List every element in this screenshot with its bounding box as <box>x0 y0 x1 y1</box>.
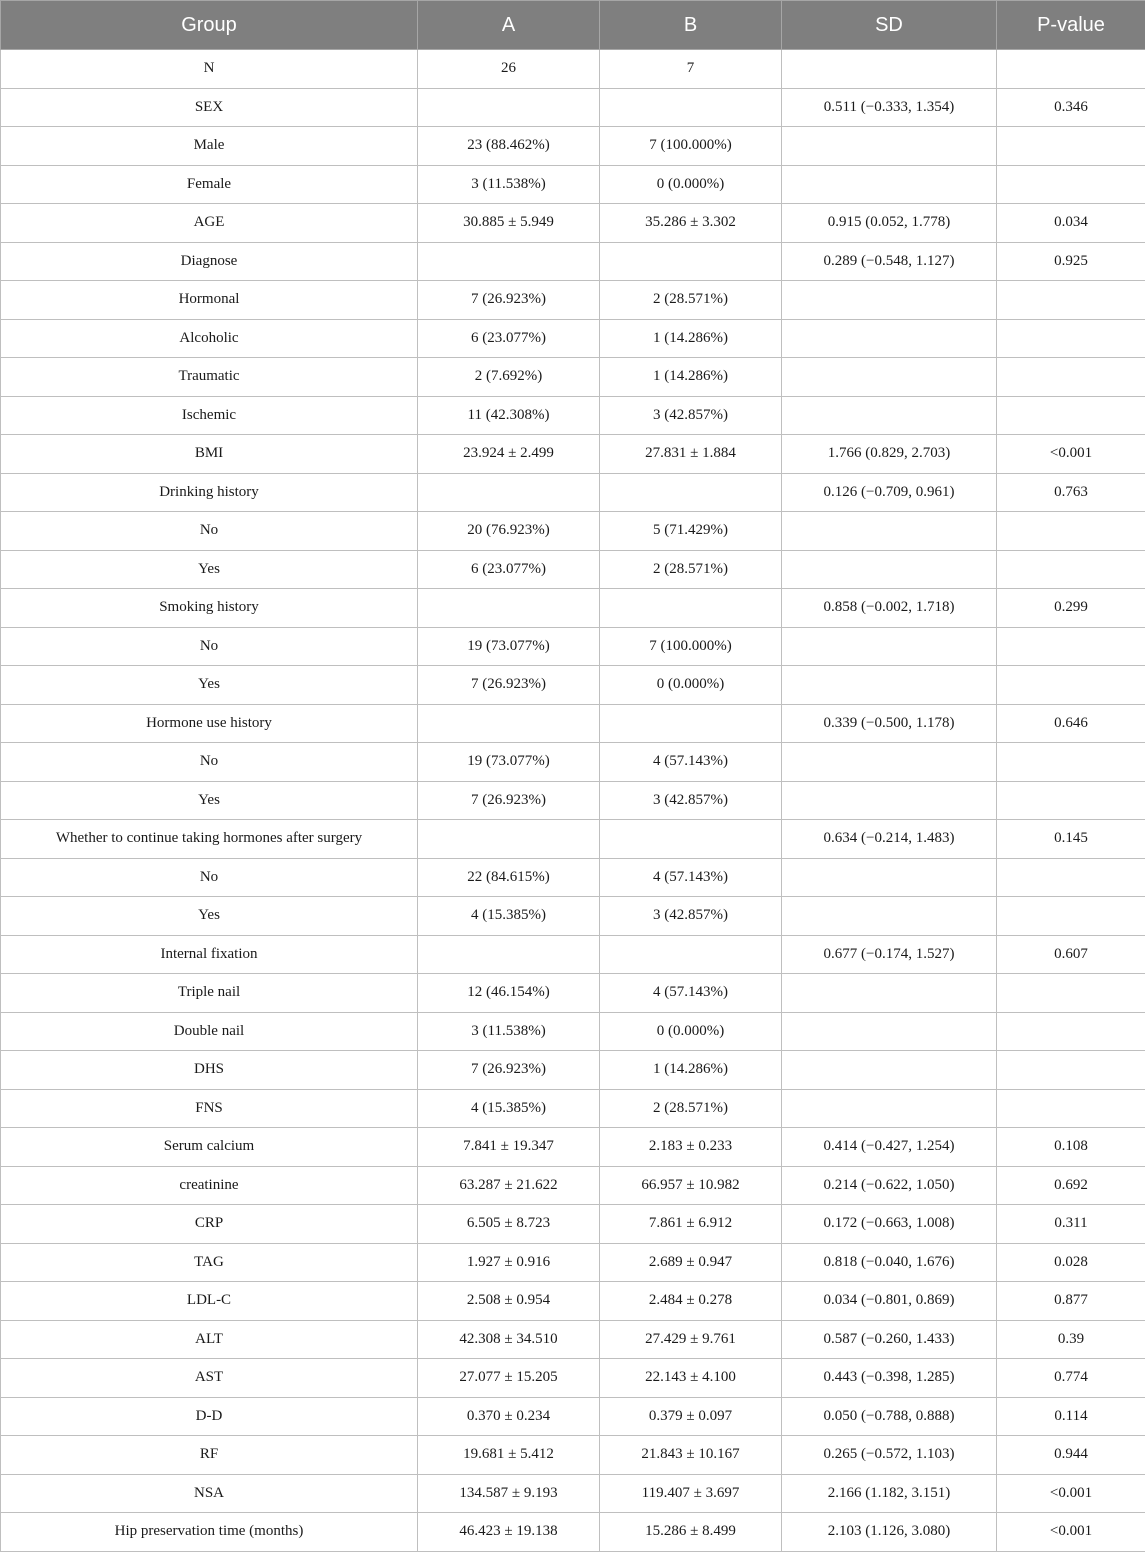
cell-group: CRP <box>1 1205 418 1244</box>
cell-p-value: <0.001 <box>997 435 1145 474</box>
cell-p-value: <0.001 <box>997 1474 1145 1513</box>
cell-b: 2 (28.571%) <box>600 550 782 589</box>
cell-p-value: 0.028 <box>997 1243 1145 1282</box>
cell-a <box>418 935 600 974</box>
cell-p-value <box>997 1012 1145 1051</box>
cell-sd <box>782 858 997 897</box>
cell-b: 27.831 ± 1.884 <box>600 435 782 474</box>
table-row <box>1 1359 1145 1398</box>
cell-group: Whether to continue taking hormones after surgery <box>1 820 418 859</box>
cell-b: 4 (57.143%) <box>600 858 782 897</box>
cell-sd: 0.414 (−0.427, 1.254) <box>782 1128 997 1167</box>
cell-group: Hip preservation time (months) <box>1 1513 418 1552</box>
cell-a <box>418 589 600 628</box>
table-row <box>1 127 1145 166</box>
table-row <box>1 1436 1145 1475</box>
cell-b <box>600 589 782 628</box>
cell-group: Smoking history <box>1 589 418 628</box>
header-a: A <box>418 1 600 50</box>
header-group: Group <box>1 1 418 50</box>
cell-p-value <box>997 358 1145 397</box>
cell-b: 2 (28.571%) <box>600 281 782 320</box>
cell-group: Internal fixation <box>1 935 418 974</box>
cell-sd <box>782 127 997 166</box>
cell-a: 46.423 ± 19.138 <box>418 1513 600 1552</box>
table-row <box>1 281 1145 320</box>
cell-b: 7 (100.000%) <box>600 627 782 666</box>
cell-sd <box>782 512 997 551</box>
cell-a: 42.308 ± 34.510 <box>418 1320 600 1359</box>
cell-sd: 2.166 (1.182, 3.151) <box>782 1474 997 1513</box>
cell-p-value <box>997 781 1145 820</box>
cell-p-value <box>997 627 1145 666</box>
cell-p-value: 0.114 <box>997 1397 1145 1436</box>
cell-b: 7.861 ± 6.912 <box>600 1205 782 1244</box>
cell-group: RF <box>1 1436 418 1475</box>
table-row <box>1 88 1145 127</box>
cell-group: ALT <box>1 1320 418 1359</box>
cell-b: 2.183 ± 0.233 <box>600 1128 782 1167</box>
table-row <box>1 242 1145 281</box>
cell-p-value <box>997 127 1145 166</box>
cell-sd: 2.103 (1.126, 3.080) <box>782 1513 997 1552</box>
cell-group: D-D <box>1 1397 418 1436</box>
table-row <box>1 1282 1145 1321</box>
table-row <box>1 50 1145 89</box>
cell-p-value <box>997 281 1145 320</box>
table-row <box>1 897 1145 936</box>
cell-a: 134.587 ± 9.193 <box>418 1474 600 1513</box>
cell-b <box>600 88 782 127</box>
cell-sd <box>782 50 997 89</box>
cell-b: 66.957 ± 10.982 <box>600 1166 782 1205</box>
cell-sd <box>782 627 997 666</box>
cell-p-value: 0.763 <box>997 473 1145 512</box>
cell-group: Hormonal <box>1 281 418 320</box>
cell-p-value: 0.145 <box>997 820 1145 859</box>
cell-sd: 0.858 (−0.002, 1.718) <box>782 589 997 628</box>
cell-b: 21.843 ± 10.167 <box>600 1436 782 1475</box>
cell-sd: 0.339 (−0.500, 1.178) <box>782 704 997 743</box>
cell-b: 2.689 ± 0.947 <box>600 1243 782 1282</box>
cell-sd: 0.050 (−0.788, 0.888) <box>782 1397 997 1436</box>
cell-a: 19 (73.077%) <box>418 627 600 666</box>
cell-p-value <box>997 50 1145 89</box>
cell-a: 27.077 ± 15.205 <box>418 1359 600 1398</box>
cell-a: 4 (15.385%) <box>418 897 600 936</box>
table-row <box>1 1513 1145 1552</box>
cell-b <box>600 704 782 743</box>
cell-group: Yes <box>1 666 418 705</box>
cell-p-value: 0.646 <box>997 704 1145 743</box>
table-row <box>1 1320 1145 1359</box>
cell-b <box>600 242 782 281</box>
cell-sd <box>782 1012 997 1051</box>
cell-p-value <box>997 1089 1145 1128</box>
cell-a: 22 (84.615%) <box>418 858 600 897</box>
cell-group: No <box>1 743 418 782</box>
table-body <box>1 50 1145 1552</box>
cell-p-value <box>997 550 1145 589</box>
cell-b: 15.286 ± 8.499 <box>600 1513 782 1552</box>
cell-group: Traumatic <box>1 358 418 397</box>
cell-group: Male <box>1 127 418 166</box>
table-row <box>1 396 1145 435</box>
table-row <box>1 1128 1145 1167</box>
cell-b: 3 (42.857%) <box>600 781 782 820</box>
cell-b: 35.286 ± 3.302 <box>600 204 782 243</box>
cell-sd: 0.818 (−0.040, 1.676) <box>782 1243 997 1282</box>
cell-group: NSA <box>1 1474 418 1513</box>
cell-sd: 0.034 (−0.801, 0.869) <box>782 1282 997 1321</box>
cell-group: Serum calcium <box>1 1128 418 1167</box>
cell-b: 5 (71.429%) <box>600 512 782 551</box>
table-row <box>1 589 1145 628</box>
cell-sd: 0.634 (−0.214, 1.483) <box>782 820 997 859</box>
cell-sd: 0.289 (−0.548, 1.127) <box>782 242 997 281</box>
cell-p-value: 0.346 <box>997 88 1145 127</box>
cell-group: No <box>1 858 418 897</box>
cell-b: 4 (57.143%) <box>600 974 782 1013</box>
cell-group: Yes <box>1 897 418 936</box>
cell-p-value <box>997 512 1145 551</box>
cell-a: 0.370 ± 0.234 <box>418 1397 600 1436</box>
cell-sd: 0.214 (−0.622, 1.050) <box>782 1166 997 1205</box>
table-row <box>1 704 1145 743</box>
cell-a <box>418 704 600 743</box>
cell-group: Double nail <box>1 1012 418 1051</box>
cell-a: 30.885 ± 5.949 <box>418 204 600 243</box>
cell-a: 7 (26.923%) <box>418 781 600 820</box>
cell-a: 19 (73.077%) <box>418 743 600 782</box>
cell-p-value: 0.877 <box>997 1282 1145 1321</box>
table-row <box>1 974 1145 1013</box>
cell-a: 3 (11.538%) <box>418 1012 600 1051</box>
cell-p-value: 0.39 <box>997 1320 1145 1359</box>
cell-group: creatinine <box>1 1166 418 1205</box>
cell-p-value <box>997 319 1145 358</box>
cell-b: 27.429 ± 9.761 <box>600 1320 782 1359</box>
cell-sd <box>782 165 997 204</box>
cell-sd <box>782 358 997 397</box>
cell-sd: 1.766 (0.829, 2.703) <box>782 435 997 474</box>
table-row <box>1 550 1145 589</box>
cell-p-value <box>997 666 1145 705</box>
cell-a: 7 (26.923%) <box>418 281 600 320</box>
cell-b: 7 (100.000%) <box>600 127 782 166</box>
cell-b <box>600 820 782 859</box>
table-row <box>1 1051 1145 1090</box>
cell-group: No <box>1 627 418 666</box>
table-row <box>1 512 1145 551</box>
cell-b: 0 (0.000%) <box>600 165 782 204</box>
table-row <box>1 1012 1145 1051</box>
cell-p-value <box>997 897 1145 936</box>
cell-b: 0 (0.000%) <box>600 1012 782 1051</box>
table-row <box>1 627 1145 666</box>
table-row <box>1 781 1145 820</box>
table-row <box>1 473 1145 512</box>
cell-a <box>418 242 600 281</box>
cell-b: 1 (14.286%) <box>600 319 782 358</box>
cell-a: 6 (23.077%) <box>418 550 600 589</box>
cell-group: FNS <box>1 1089 418 1128</box>
cell-sd <box>782 666 997 705</box>
cell-group: Ischemic <box>1 396 418 435</box>
cell-group: Triple nail <box>1 974 418 1013</box>
cell-a: 11 (42.308%) <box>418 396 600 435</box>
cell-a: 12 (46.154%) <box>418 974 600 1013</box>
cell-group: TAG <box>1 1243 418 1282</box>
cell-sd: 0.126 (−0.709, 0.961) <box>782 473 997 512</box>
header-row <box>1 1 1145 50</box>
cell-p-value <box>997 858 1145 897</box>
cell-group: N <box>1 50 418 89</box>
cell-group: SEX <box>1 88 418 127</box>
table-row <box>1 358 1145 397</box>
table-row <box>1 666 1145 705</box>
cell-group: Drinking history <box>1 473 418 512</box>
cell-b: 2.484 ± 0.278 <box>600 1282 782 1321</box>
cell-a: 2 (7.692%) <box>418 358 600 397</box>
cell-b: 22.143 ± 4.100 <box>600 1359 782 1398</box>
cell-group: Yes <box>1 781 418 820</box>
cell-sd <box>782 1089 997 1128</box>
cell-b: 119.407 ± 3.697 <box>600 1474 782 1513</box>
cell-p-value: 0.774 <box>997 1359 1145 1398</box>
cell-sd <box>782 281 997 320</box>
cell-p-value <box>997 1051 1145 1090</box>
cell-sd: 0.677 (−0.174, 1.527) <box>782 935 997 974</box>
cell-sd <box>782 743 997 782</box>
cell-group: BMI <box>1 435 418 474</box>
table-row <box>1 165 1145 204</box>
table-row <box>1 1089 1145 1128</box>
cell-a: 2.508 ± 0.954 <box>418 1282 600 1321</box>
cell-b: 3 (42.857%) <box>600 396 782 435</box>
cell-sd: 0.265 (−0.572, 1.103) <box>782 1436 997 1475</box>
table-row <box>1 820 1145 859</box>
cell-p-value <box>997 396 1145 435</box>
cell-p-value: <0.001 <box>997 1513 1145 1552</box>
cell-b: 7 <box>600 50 782 89</box>
cell-group: AST <box>1 1359 418 1398</box>
cell-b: 3 (42.857%) <box>600 897 782 936</box>
cell-a: 20 (76.923%) <box>418 512 600 551</box>
cell-a: 23 (88.462%) <box>418 127 600 166</box>
cell-a: 4 (15.385%) <box>418 1089 600 1128</box>
cell-a: 63.287 ± 21.622 <box>418 1166 600 1205</box>
cell-p-value: 0.944 <box>997 1436 1145 1475</box>
cell-sd <box>782 550 997 589</box>
cell-a <box>418 820 600 859</box>
cell-b: 4 (57.143%) <box>600 743 782 782</box>
cell-a <box>418 473 600 512</box>
cell-p-value: 0.311 <box>997 1205 1145 1244</box>
cell-sd <box>782 1051 997 1090</box>
cell-sd: 0.915 (0.052, 1.778) <box>782 204 997 243</box>
cell-p-value: 0.034 <box>997 204 1145 243</box>
cell-sd <box>782 396 997 435</box>
cell-a: 19.681 ± 5.412 <box>418 1436 600 1475</box>
cell-p-value: 0.692 <box>997 1166 1145 1205</box>
header-p-value: P-value <box>997 1 1145 50</box>
table-row <box>1 1397 1145 1436</box>
cell-sd: 0.172 (−0.663, 1.008) <box>782 1205 997 1244</box>
table-row <box>1 204 1145 243</box>
cell-a: 3 (11.538%) <box>418 165 600 204</box>
cell-group: Hormone use history <box>1 704 418 743</box>
cell-a: 26 <box>418 50 600 89</box>
cell-a: 6.505 ± 8.723 <box>418 1205 600 1244</box>
table-row <box>1 858 1145 897</box>
cell-a: 23.924 ± 2.499 <box>418 435 600 474</box>
cell-sd <box>782 319 997 358</box>
table-row <box>1 435 1145 474</box>
cell-b <box>600 935 782 974</box>
table-row <box>1 1166 1145 1205</box>
cell-a: 7 (26.923%) <box>418 666 600 705</box>
cell-sd <box>782 897 997 936</box>
cell-group: AGE <box>1 204 418 243</box>
cell-a: 1.927 ± 0.916 <box>418 1243 600 1282</box>
cell-group: DHS <box>1 1051 418 1090</box>
cell-p-value: 0.925 <box>997 242 1145 281</box>
cell-group: Alcoholic <box>1 319 418 358</box>
cell-group: No <box>1 512 418 551</box>
cell-p-value <box>997 743 1145 782</box>
cell-p-value: 0.108 <box>997 1128 1145 1167</box>
cell-b: 0 (0.000%) <box>600 666 782 705</box>
cell-b: 0.379 ± 0.097 <box>600 1397 782 1436</box>
cell-a <box>418 88 600 127</box>
cell-b: 2 (28.571%) <box>600 1089 782 1128</box>
cell-b: 1 (14.286%) <box>600 1051 782 1090</box>
cell-b <box>600 473 782 512</box>
table-row <box>1 319 1145 358</box>
cell-group: Yes <box>1 550 418 589</box>
cell-sd: 0.443 (−0.398, 1.285) <box>782 1359 997 1398</box>
cell-p-value: 0.607 <box>997 935 1145 974</box>
table-header <box>1 1 1145 50</box>
header-sd: SD <box>782 1 997 50</box>
table-row <box>1 1474 1145 1513</box>
cell-group: LDL-C <box>1 1282 418 1321</box>
cell-group: Female <box>1 165 418 204</box>
table-row <box>1 1243 1145 1282</box>
cell-a: 6 (23.077%) <box>418 319 600 358</box>
cell-sd <box>782 781 997 820</box>
cell-b: 1 (14.286%) <box>600 358 782 397</box>
cell-group: Diagnose <box>1 242 418 281</box>
cell-sd <box>782 974 997 1013</box>
cell-a: 7.841 ± 19.347 <box>418 1128 600 1167</box>
table-row <box>1 935 1145 974</box>
cell-p-value <box>997 974 1145 1013</box>
cell-sd: 0.587 (−0.260, 1.433) <box>782 1320 997 1359</box>
cell-sd: 0.511 (−0.333, 1.354) <box>782 88 997 127</box>
cell-p-value <box>997 165 1145 204</box>
table-row <box>1 743 1145 782</box>
cell-a: 7 (26.923%) <box>418 1051 600 1090</box>
table-row <box>1 1205 1145 1244</box>
cell-p-value: 0.299 <box>997 589 1145 628</box>
header-b: B <box>600 1 782 50</box>
